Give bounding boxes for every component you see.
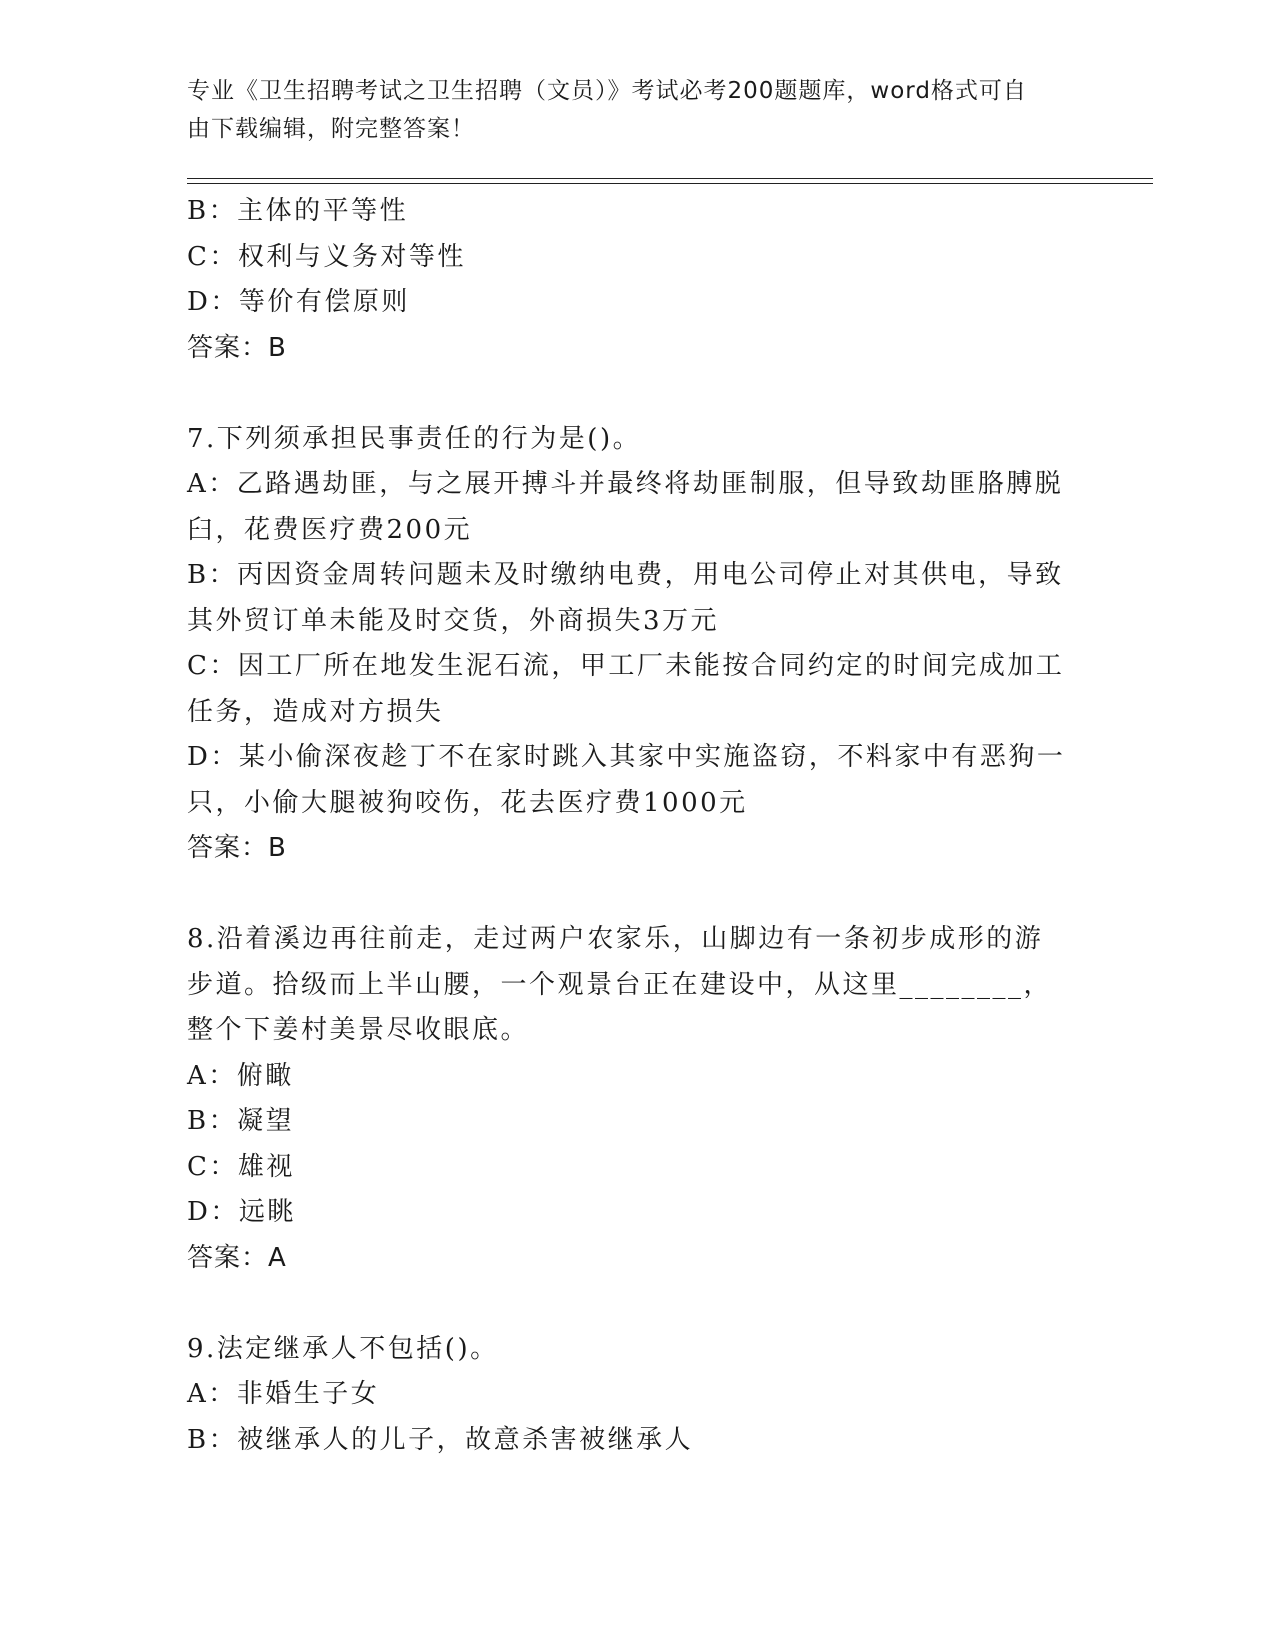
spacer — [187, 371, 1087, 417]
header-divider-top — [187, 178, 1153, 179]
q8-option-a: A：俯瞰 — [187, 1060, 294, 1091]
q7-option-c-line-2: 任务，造成对方损失 — [187, 696, 444, 727]
q6-option-d: D：等价有偿原则 — [187, 287, 410, 317]
q8-stem-line-3: 整个下姜村美景尽收眼底。 — [187, 1015, 530, 1045]
q6-option-c: C：权利与义务对等性 — [187, 241, 466, 272]
q9-option-a: A：非婚生子女 — [187, 1379, 380, 1409]
question-7 — [187, 417, 1087, 872]
q8-option-c: C：雄视 — [187, 1151, 295, 1182]
q7-option-b-line-2: 其外贸订单未能及时交货，外商损失3万元 — [187, 605, 720, 636]
q8-answer: 答案：A — [187, 1242, 287, 1273]
question-6 — [187, 189, 1087, 371]
q7-stem: 7.下列须承担民事责任的行为是()。 — [187, 423, 642, 454]
header-line-2: 由下载编辑，附完整答案！ — [187, 116, 475, 142]
q6-option-b: B：主体的平等性 — [187, 196, 409, 226]
header-divider-bottom — [187, 183, 1153, 184]
question-list — [187, 189, 1087, 1463]
q7-option-a-line-2: 臼，花费医疗费200元 — [187, 514, 473, 545]
q8-stem-line-2: 步道。拾级而上半山腰，一个观景台正在建设中，从这里________， — [187, 969, 1053, 1000]
q8-option-b: B：凝望 — [187, 1106, 295, 1136]
header-line-1: 专业《卫生招聘考试之卫生招聘（文员）》考试必考200题题库，word格式可自 — [187, 78, 1027, 104]
q7-option-d-line-2: 只，小偷大腿被狗咬伤，花去医疗费1000元 — [187, 787, 748, 818]
q7-option-b-line-1: B：丙因资金周转问题未及时缴纳电费，用电公司停止对其供电，导致 — [187, 560, 1064, 590]
spacer — [187, 1281, 1087, 1327]
q8-stem-line-1: 8.沿着溪边再往前走，走过两户农家乐，山脚边有一条初步成形的游 — [187, 924, 1044, 954]
q8-option-d: D：远眺 — [187, 1197, 296, 1227]
document-header — [187, 72, 1067, 148]
q7-option-d-line-1: D：某小偷深夜趁丁不在家时跳入其家中实施盗窃，不料家中有恶狗一 — [187, 742, 1066, 772]
question-9 — [187, 1327, 1087, 1464]
spacer — [187, 872, 1087, 918]
q7-option-c-line-1: C：因工厂所在地发生泥石流，甲工厂未能按合同约定的时间完成加工 — [187, 651, 1065, 681]
q6-answer: 答案：B — [187, 332, 287, 363]
q7-option-a-line-1: A：乙路遇劫匪，与之展开搏斗并最终将劫匪制服，但导致劫匪胳膊脱 — [187, 469, 1064, 499]
question-8 — [187, 917, 1087, 1281]
q7-answer: 答案：B — [187, 833, 287, 863]
q9-stem: 9.法定继承人不包括()。 — [187, 1333, 499, 1364]
q9-option-b: B：被继承人的儿子，故意杀害被继承人 — [187, 1424, 694, 1455]
